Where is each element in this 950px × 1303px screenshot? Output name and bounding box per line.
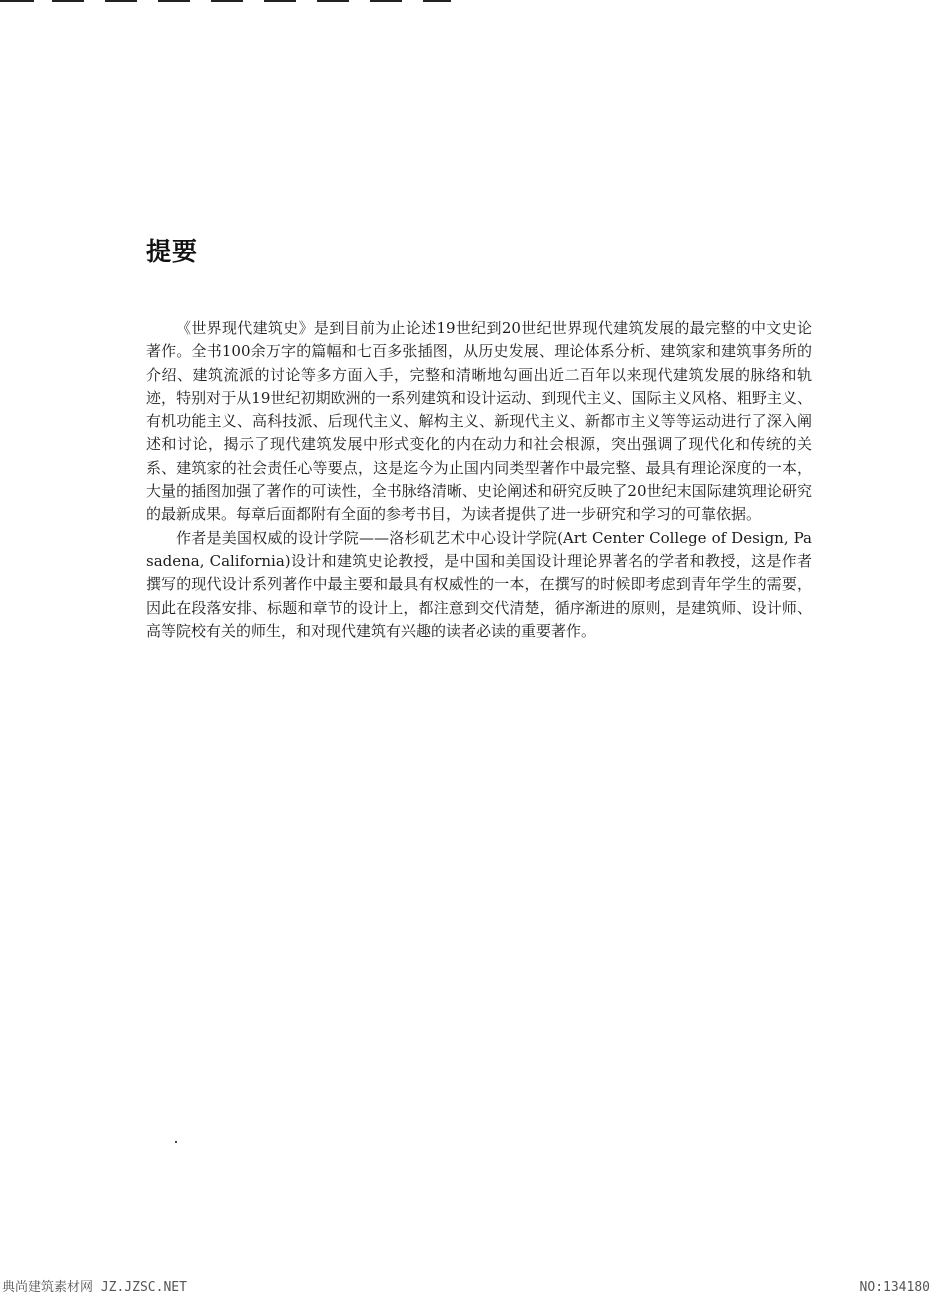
edge-mark [370,0,402,2]
summary-paragraph: 《世界现代建筑史》是到目前为止论述19世纪到20世纪世界现代建筑发展的最完整的中文史论著作。全书100余万字的篇幅和七百多张插图，从历史发展、理论体系分析、建筑家和建筑事务所的介绍、建筑流派的讨论等多方面入手，完整和清晰地勾画出近二百年以来现代建筑发展的脉络和轨迹，特别对于从19世纪初期欧洲的一系列建筑和设计运动、到现代主义、国际主义风格、粗野主义、有机功能主义、高科技派、后现代主义、解构主义、新现代主义、新都市主义等等运动进行了深入阐述和讨论，揭示了现代建筑发展中形式变化的内在动力和社会根源，突出强调了现代化和传统的关系、建筑家的社会责任心等要点，这是迄今为止国内同类型著作中最完整、最具有理论深度的一本，大量的插图加强了著作的可读性，全书脉络清晰、史论阐述和研究反映了20世纪末国际建筑理论研究的最新成果。每章后面都附有全面的参考书目，为读者提供了进一步研究和学习的可靠依据。 [146,319,812,524]
edge-mark [105,0,137,2]
edge-mark [158,0,190,2]
summary-body [146,317,812,643]
edge-mark [264,0,296,2]
edge-mark [211,0,243,2]
watermark-number: NO:134180 [859,1280,930,1295]
page-title: 提要 [146,237,199,266]
scan-speck [175,1141,177,1143]
edge-mark [317,0,349,2]
edge-mark [0,0,34,2]
edge-mark [423,0,451,2]
top-edge-marks [0,0,460,6]
watermark-site: 典尚建筑素材网 JZ.JZSC.NET [2,1280,187,1295]
author-paragraph: 作者是美国权威的设计学院——洛杉矶艺术中心设计学院(Art Center College of Design, Pasadena, California)设计和建筑史论教授，是中国和美国设计理论界著名的学者和教授，这是作者撰写的现代设计系列著作中最主要和最具有权威性的一本，在撰写的时候即考虑到青年学生的需要，因此在段落安排、标题和章节的设计上，都注意到交代清楚，循序渐进的原则，是建筑师、设计师、高等院校有关的师生，和对现代建筑有兴趣的读者必读的重要著作。 [146,528,812,640]
edge-mark [52,0,84,2]
